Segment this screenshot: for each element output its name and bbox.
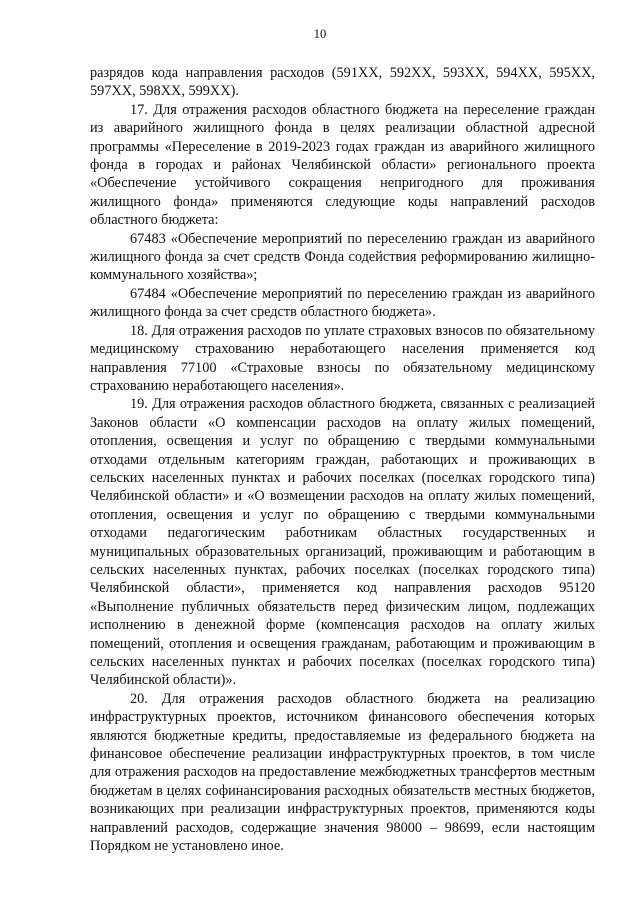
paragraph-item-17: 17. Для отражения расходов областного бюджета на переселение граждан из аварийного жилищного фонда в целях реализации областной адресной программы «Переселение в 2019-2023 годах граждан из аварийного жилищного фонда в городах и районах Челябинской области» регионального проекта «Обеспечение устойчивого сокращения непригодного для проживания жилищного фонда» применяются следующие коды направлений расходов областного бюджета:: [90, 101, 595, 229]
paragraph-item-19: 19. Для отражения расходов областного бюджета, связанных с реализацией Законов области «О компенсации расходов на оплату жилых помещений, отопления, освещения и услуг по обращению с твердыми коммунальными отходами отдельным категориям граждан, работающих и проживающих в сельских населенных пунктах и рабочих поселках (поселках городского типа) Челябинской области» и «О возмещении расходов на оплату жилых помещений, отопления, освещения и услуг по обращению с твердыми коммунальными отходами педагогическим работникам областных государственных и муниципальных образовательных организаций, проживающим и работающим в сельских населенных пунктах, рабочих поселках (поселках городского типа) Челябинской области», применяется код направления расходов 95120 «Выполнение публичных обязательств перед физическим лицом, подлежащих исполнению в денежной форме (компенсация расходов на оплату жилых помещений, отопления и освещения гражданам, работающим и проживающим в сельских населенных пунктах и рабочих поселках (поселках городского типа) Челябинской области)».: [90, 396, 595, 689]
paragraph-code-67484: 67484 «Обеспечение мероприятий по переселению граждан из аварийного жилищного фонда за счет средств областного бюджета».: [90, 285, 595, 321]
paragraph-continuation: разрядов кода направления расходов (591ХХ, 592ХХ, 593ХХ, 594ХХ, 595ХХ, 597ХХ, 598ХХ, 599ХХ).: [90, 65, 595, 100]
paragraph-item-20: 20. Для отражения расходов областного бюджета на реализацию инфраструктурных проектов, источником финансового обеспечения которых являются бюджетные кредиты, предоставляемые из федерального бюджета на финансовое обеспечение реализации инфраструктурных проектов, в том числе для отражения расходов на предоставление межбюджетных трансфертов местным бюджетам в целях софинансирования расходных обязательств местных бюджетов, возникающих при реализации инфраструктурных проектов, применяются коды направлений расходов, содержащие значения 98000 – 98699, если настоящим Порядком не установлено иное.: [90, 690, 595, 855]
paragraph-item-18: 18. Для отражения расходов по уплате страховых взносов по обязательному медицинскому страхованию неработающего населения применяется код направления 77100 «Страховые взносы по обязательному медицинскому страхованию неработающего населения».: [90, 322, 595, 394]
document-body: [90, 64, 595, 855]
paragraph-code-67483: 67483 «Обеспечение мероприятий по переселению граждан из аварийного жилищного фонда за счет средств Фонда содействия реформированию жилищно-коммунального хозяйства»;: [90, 230, 595, 284]
page-number: 10: [313, 27, 327, 41]
